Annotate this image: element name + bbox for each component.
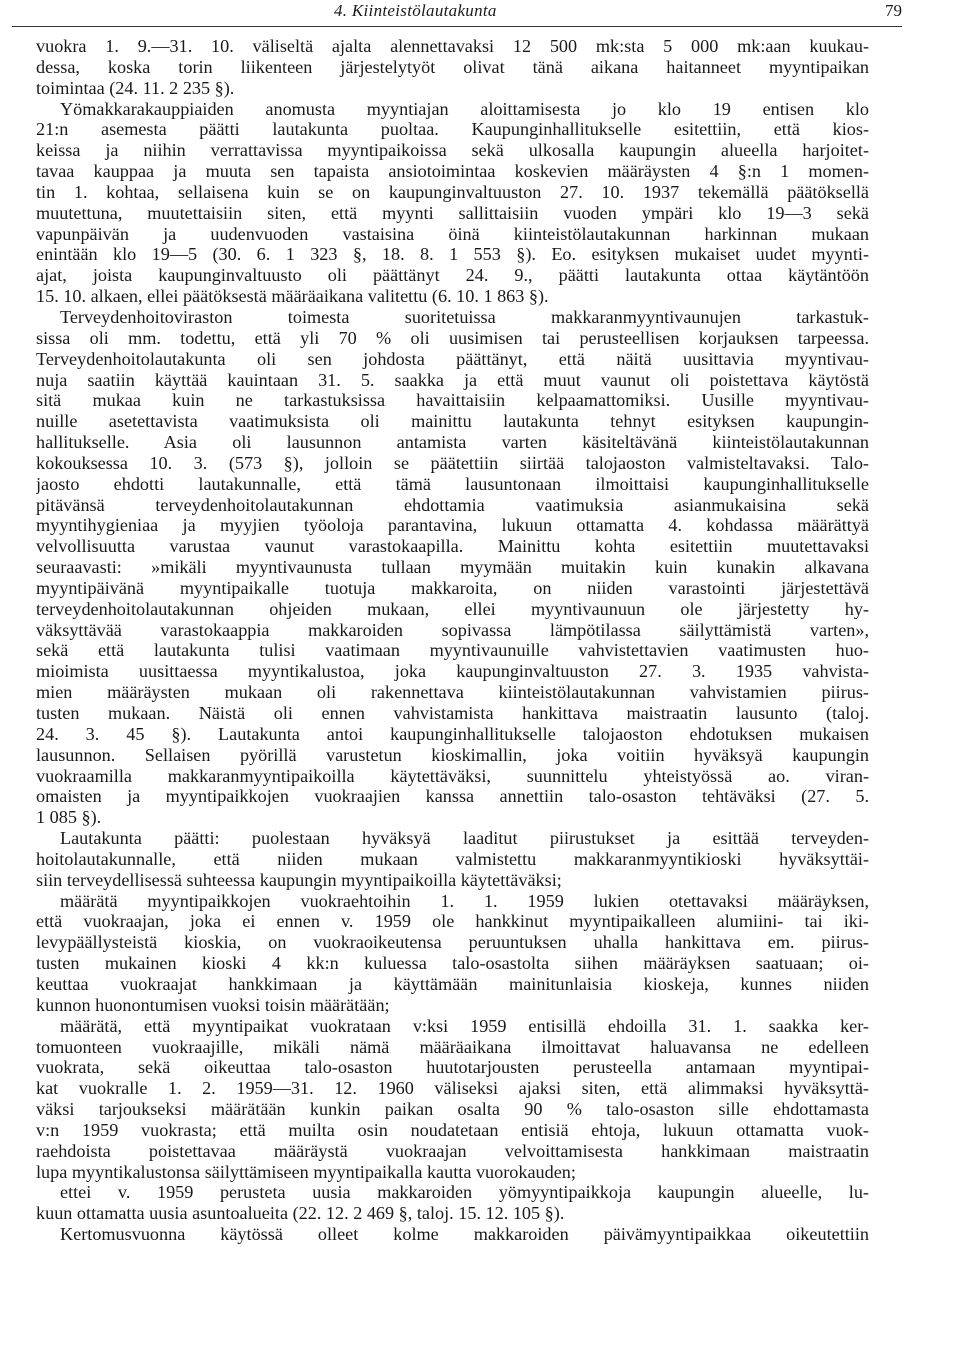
text-line: sekä että lautakunta tulisi vaatimaan myyntivaunuille vahvistettavien vaatimusten huo- xyxy=(36,640,869,661)
text-line: tusten mukainen kioski 4 kk:n kuluessa talo-osastolta siihen määräyksen saatuaan; oi- xyxy=(36,953,869,974)
page-number: 79 xyxy=(885,1,902,20)
text-line: väksi tarjoukseksi määrätään kunkin paikan osalta 90 % talo-osaston sille ehdottamasta xyxy=(36,1099,869,1120)
text-line: hallitukselle. Asia oli lausunnon antamista varten käsiteltävänä kiinteistölautakunnan xyxy=(36,432,869,453)
text-line: myyntipäivänä myyntipaikalle tuotuja makkaroita, on niiden varastointi järjestettävä xyxy=(36,577,869,598)
text-line: tomuonteen vuokraajille, mikäli nämä määräaikana ilmoittavat haluavansa ne edelleen xyxy=(36,1036,869,1057)
text-line: vuokraamilla makkaranmyyntipaikoilla käytettäväksi, suunnittelu yhteistyössä ao. viran- xyxy=(36,765,869,786)
text-line: siin terveydellisessä suhteessa kaupungin myyntipaikoilla käytettäväksi; xyxy=(36,869,562,890)
text-line: dessa, koska torin liikenteen järjestelytyöt olivat tänä aikana haitanneet myyntipaikan xyxy=(36,56,869,77)
text-line: määrätä, että myyntipaikat vuokrataan v:ksi 1959 entisillä ehdoilla 31. 1. saakka ker- xyxy=(60,1015,869,1036)
text-line: ettei v. 1959 perusteta uusia makkaroiden yömyyntipaikkoja kaupungin alueelle, lu- xyxy=(60,1182,869,1203)
text-line: raehdoista poistettavaa määräystä vuokraajan velvoittamisesta hankkimaan maistraatin xyxy=(36,1140,869,1161)
text-line: 24. 3. 45 §). Lautakunta antoi kaupunginhallitukselle talojaoston ehdotuksen mukaisen xyxy=(36,723,869,744)
text-line: tavaa kauppaa ja muuta sen tapaista ansiotoimintaa koskevien määräysten 4 §:n 1 momen- xyxy=(36,161,869,182)
text-line: v:n 1959 vuokrasta; että muilta osin noudatetaan entisiä ehtoja, lukuun ottamatta vuok- xyxy=(36,1119,869,1140)
text-line: kuun ottamatta uusia asuntoalueita (22. 12. 2 469 §, taloj. 15. 12. 105 §). xyxy=(36,1203,565,1224)
text-line: omaisten ja myyntipaikkojen vuokraajien kanssa annettiin talo-osaston tehtäväksi (27. 5. xyxy=(36,786,869,807)
text-line: lausunnon. Sellaisen pyörillä varustetun kioskimallin, joka voitiin hyväksyä kaupungin xyxy=(36,744,869,765)
text-line: sissa oli mm. todettu, että yli 70 % oli uusimisen tai perusteellisen korjauksen tarpeessa. xyxy=(36,327,869,348)
text-line: 1 085 §). xyxy=(36,807,102,828)
text-line: jaosto ehdotti lautakunnalle, että tämä lausuntonaan ilmoittaisi kaupunginhallitukselle xyxy=(36,473,869,494)
text-line: kunnon huonontumisen vuoksi toisin määrätään; xyxy=(36,994,390,1015)
text-line: 15. 10. alkaen, ellei päätöksestä määräaikana valitettu (6. 10. 1 863 §). xyxy=(36,286,549,307)
text-line: keissa ja niihin verrattavissa myyntipaikoissa sekä ulkosalla kaupungin alueella harjoitet- xyxy=(36,140,869,161)
text-line: levypäällysteistä kioskia, on vuokraoikeutensa peruuntuksen uhalla hankittava em. piirus- xyxy=(36,932,869,953)
text-line: toimintaa (24. 11. 2 235 §). xyxy=(36,77,235,98)
text-line: muutettuna, muutettaisiin siten, että myynti sallittaisiin vuoden ympäri klo 19—3 sekä xyxy=(36,202,869,223)
text-line: 21:n asemesta päätti lautakunta puoltaa. Kaupunginhallitukselle esitettiin, että kios- xyxy=(36,119,869,140)
text-line: nuille asetettavista vaatimuksista oli mainittu lautakunta tehnyt esityksen kaupungin- xyxy=(36,411,869,432)
body-text xyxy=(36,36,869,1245)
text-line: vapunpäivän ja uudenvuoden vastaisina öinä kiinteistölautakunnan harkinnan mukaan xyxy=(36,223,869,244)
text-line: seuraavasti: »mikäli myyntivaunusta tullaan myymään muitakin kuin kunakin alkavana xyxy=(36,557,869,578)
text-line: lupa myyntikalustonsa säilyttämiseen myyntipaikalla kautta vuorokauden; xyxy=(36,1161,576,1182)
text-line: keuttaa vuokraajat hankkimaan ja käyttämään mainitunlaisia kioskeja, kunnes niiden xyxy=(36,973,869,994)
text-line: Terveydenhoitoviraston toimesta suoritetuissa makkaranmyyntivaunujen tarkastuk- xyxy=(60,306,869,327)
text-line: että vuokraajan, joka ei ennen v. 1959 ole hankkinut myyntipaikalleen alumiini- tai iki- xyxy=(36,911,869,932)
text-line: Terveydenhoitolautakunta oli sen johdosta päättänyt, että näitä uusittavia myyntivau- xyxy=(36,348,869,369)
text-line: enintään klo 19—5 (30. 6. 1 323 §, 18. 8. 1 553 §). Eo. esityksen mukaiset uudet myynti- xyxy=(36,244,869,265)
text-line: tin 1. kohtaa, sellaisena kuin se on kaupunginvaltuuston 27. 10. 1937 tekemällä päätöksellä xyxy=(36,181,869,202)
text-line: vuokra 1. 9.—31. 10. väliseltä ajalta alennettavaksi 12 500 mk:sta 5 000 mk:aan kuukau- xyxy=(36,36,869,56)
text-line: nuja saatiin käyttää kauintaan 31. 5. saakka ja että muut vaunut oli poistettava käytöstä xyxy=(36,369,869,390)
text-line: sitä mukaa kuin ne tarkastuksissa havaittaisiin kelpaamattomiksi. Uusille myyntivau- xyxy=(36,390,869,411)
text-line: Yömakkarakauppiaiden anomusta myyntiajan aloittamisesta jo klo 19 entisen klo xyxy=(60,98,869,119)
text-line: mioimista uusittaessa myyntikalustoa, joka kaupunginvaltuuston 27. 3. 1935 vahvista- xyxy=(36,661,869,682)
text-line: kokouksessa 10. 3. (573 §), jolloin se päätettiin siirtää talojaoston valmisteltavaksi. Talo- xyxy=(36,452,869,473)
text-line: hoitolautakunnalle, että niiden mukaan valmistettu makkaranmyyntikioski hyväksyttäi- xyxy=(36,848,869,869)
text-line: väksyttävää varastokaappia makkaroiden sopivassa lämpötilassa säilyttämistä varten», xyxy=(36,619,869,640)
text-line: ajat, joista kaupunginvaltuusto oli päättänyt 24. 9., päätti lautakunta ottaa käytäntöön xyxy=(36,265,869,286)
text-line: terveydenhoitolautakunnan ohjeiden mukaan, ellei myyntivaunuun ole järjestetty hy- xyxy=(36,598,869,619)
text-line: Kertomusvuonna käytössä olleet kolme makkaroiden päivämyyntipaikkaa oikeutettiin xyxy=(60,1224,869,1245)
text-line: mien määräysten mukaan oli rakennettava kiinteistölautakunnan vahvistamien piirus- xyxy=(36,682,869,703)
chapter-title: 4. Kiinteistölautakunta xyxy=(334,1,497,20)
text-line: määrätä myyntipaikkojen vuokraehtoihin 1. 1. 1959 lukien otettavaksi määräyksen, xyxy=(60,890,869,911)
text-line: myyntihygieniaa ja myyjien työoloja parantavina, lukuun ottamatta 4. kohdassa määrättyä xyxy=(36,515,869,536)
text-line: vuokrata, sekä oikeuttaa talo-osaston huutotarjousten perusteella antamaan myyntipai- xyxy=(36,1057,869,1078)
text-line: velvollisuutta varustaa vaunut varastokaapilla. Mainittu kohta esitettiin muutettavaksi xyxy=(36,536,869,557)
text-line: pitävänsä terveydenhoitolautakunnan ehdottamia vaatimuksia asianmukaisina sekä xyxy=(36,494,869,515)
text-line: Lautakunta päätti: puolestaan hyväksyä laaditut piirustukset ja esittää terveyden- xyxy=(60,828,869,849)
running-header xyxy=(12,0,902,27)
text-line: kat vuokralle 1. 2. 1959—31. 12. 1960 väliseksi ajaksi siten, että alimmaksi hyväksyttä- xyxy=(36,1078,869,1099)
text-line: tusten mukaan. Näistä oli ennen vahvistamista hankittava maistraatin lausunto (taloj. xyxy=(36,703,869,723)
